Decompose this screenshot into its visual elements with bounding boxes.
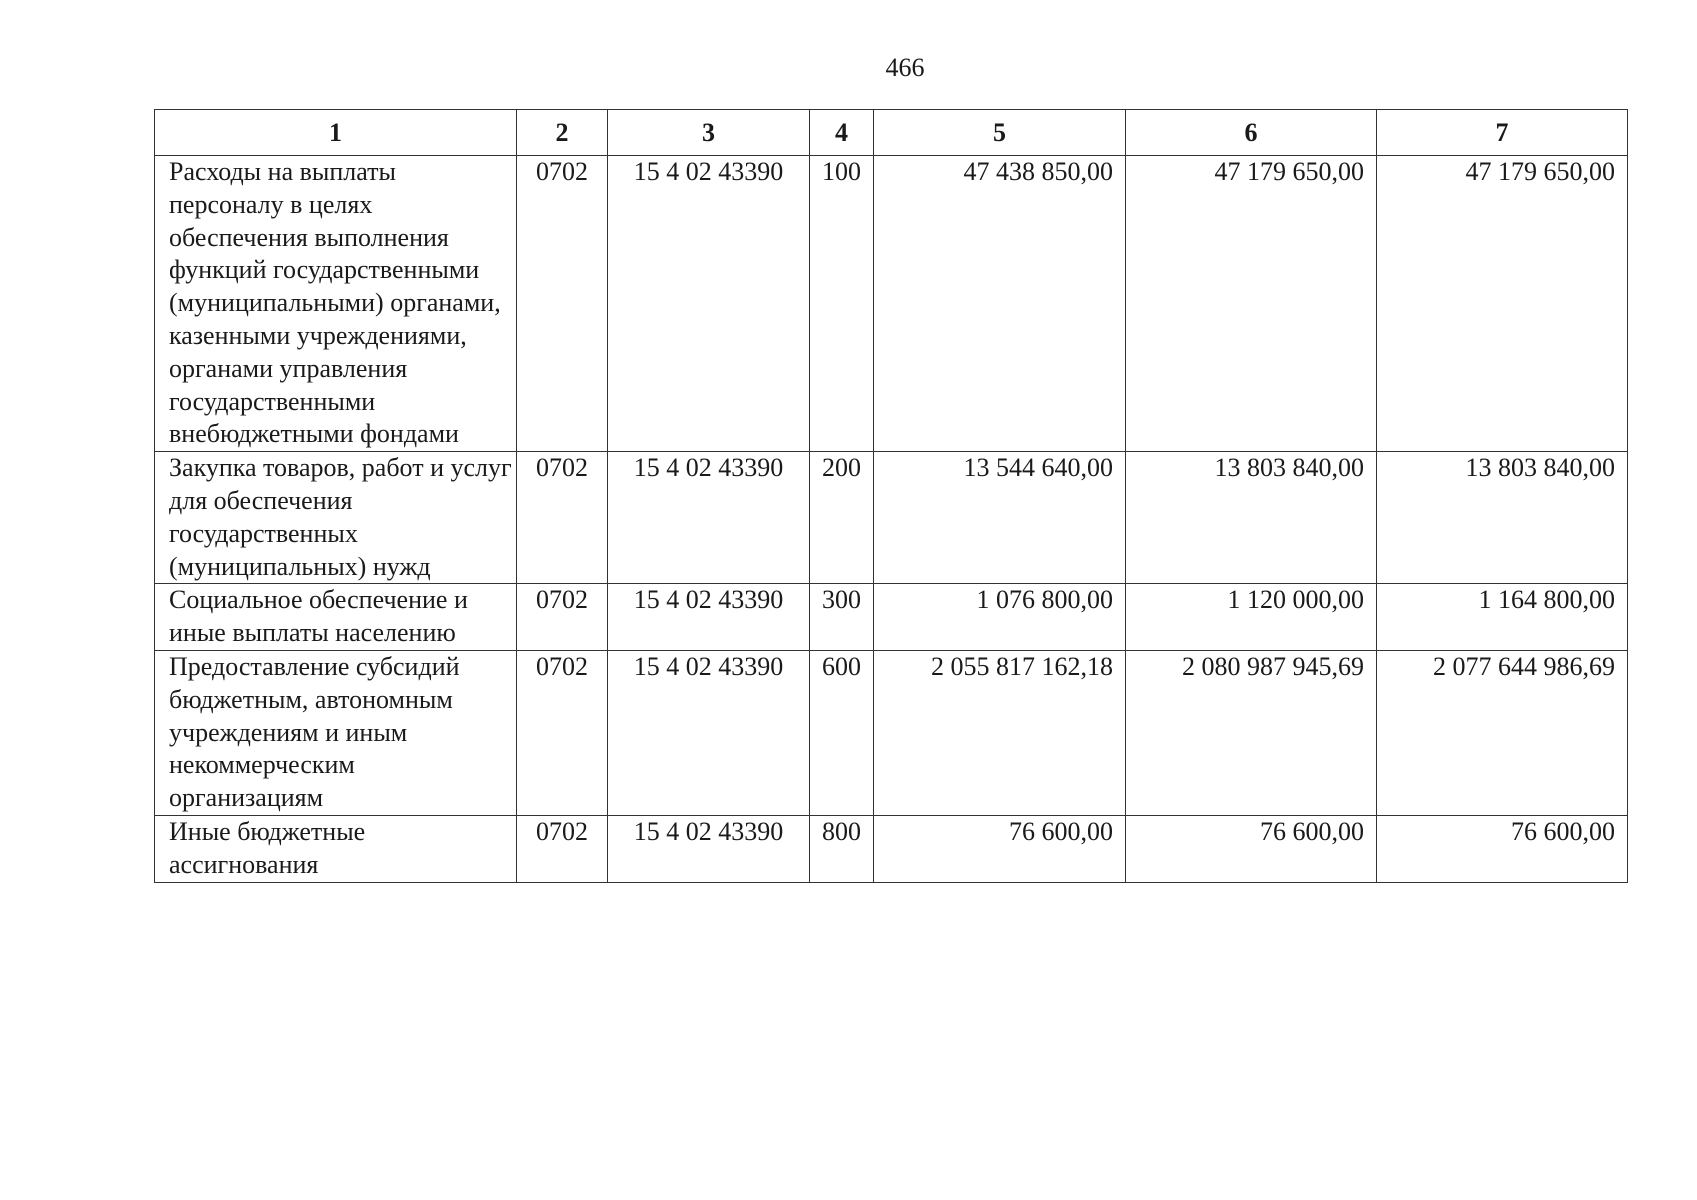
expense-type-cell: 300 <box>810 584 874 651</box>
table-row <box>155 584 1628 651</box>
table-row <box>155 156 1628 452</box>
section-code-cell: 0702 <box>517 815 608 882</box>
amount-cell: 47 179 650,00 <box>1126 156 1377 452</box>
table-row <box>155 650 1628 815</box>
amount-cell: 76 600,00 <box>1377 815 1628 882</box>
amount-cell: 1 164 800,00 <box>1377 584 1628 651</box>
amount-cell: 1 120 000,00 <box>1126 584 1377 651</box>
amount-cell: 13 803 840,00 <box>1377 452 1628 584</box>
column-header: 6 <box>1126 110 1377 156</box>
expense-name-cell: Иные бюджетные ассигнования <box>155 815 517 882</box>
target-code-cell: 15 4 02 43390 <box>608 156 810 452</box>
amount-cell: 2 080 987 945,69 <box>1126 650 1377 815</box>
amount-cell: 13 544 640,00 <box>874 452 1126 584</box>
amount-cell: 76 600,00 <box>1126 815 1377 882</box>
target-code-cell: 15 4 02 43390 <box>608 584 810 651</box>
expense-name-cell: Закупка товаров, работ и услуг для обеспечения государственных (муниципальных) нужд <box>155 452 517 584</box>
amount-cell: 2 077 644 986,69 <box>1377 650 1628 815</box>
expense-name-cell: Социальное обеспечение и иные выплаты населению <box>155 584 517 651</box>
header-row <box>155 110 1628 156</box>
column-header: 7 <box>1377 110 1628 156</box>
table-row <box>155 452 1628 584</box>
target-code-cell: 15 4 02 43390 <box>608 815 810 882</box>
column-header: 2 <box>517 110 608 156</box>
budget-table <box>154 109 1628 883</box>
amount-cell: 1 076 800,00 <box>874 584 1126 651</box>
column-header: 3 <box>608 110 810 156</box>
amount-cell: 76 600,00 <box>874 815 1126 882</box>
expense-name-cell: Предоставление субсидий бюджетным, автономным учреждениям и иным некоммерческим организациям <box>155 650 517 815</box>
expense-type-cell: 200 <box>810 452 874 584</box>
amount-cell: 47 438 850,00 <box>874 156 1126 452</box>
expense-name-cell: Расходы на выплаты персоналу в целях обеспечения выполнения функций государственными (муниципальными) органами, казенными учреждениями, органами управления государственными внебюджетными фондами <box>155 156 517 452</box>
column-header: 4 <box>810 110 874 156</box>
section-code-cell: 0702 <box>517 584 608 651</box>
section-code-cell: 0702 <box>517 452 608 584</box>
expense-type-cell: 100 <box>810 156 874 452</box>
table-row <box>155 815 1628 882</box>
column-header: 5 <box>874 110 1126 156</box>
amount-cell: 13 803 840,00 <box>1126 452 1377 584</box>
amount-cell: 2 055 817 162,18 <box>874 650 1126 815</box>
column-header: 1 <box>155 110 517 156</box>
target-code-cell: 15 4 02 43390 <box>608 452 810 584</box>
expense-type-cell: 600 <box>810 650 874 815</box>
page-number: 466 <box>885 53 925 82</box>
expense-type-cell: 800 <box>810 815 874 882</box>
target-code-cell: 15 4 02 43390 <box>608 650 810 815</box>
amount-cell: 47 179 650,00 <box>1377 156 1628 452</box>
section-code-cell: 0702 <box>517 650 608 815</box>
section-code-cell: 0702 <box>517 156 608 452</box>
